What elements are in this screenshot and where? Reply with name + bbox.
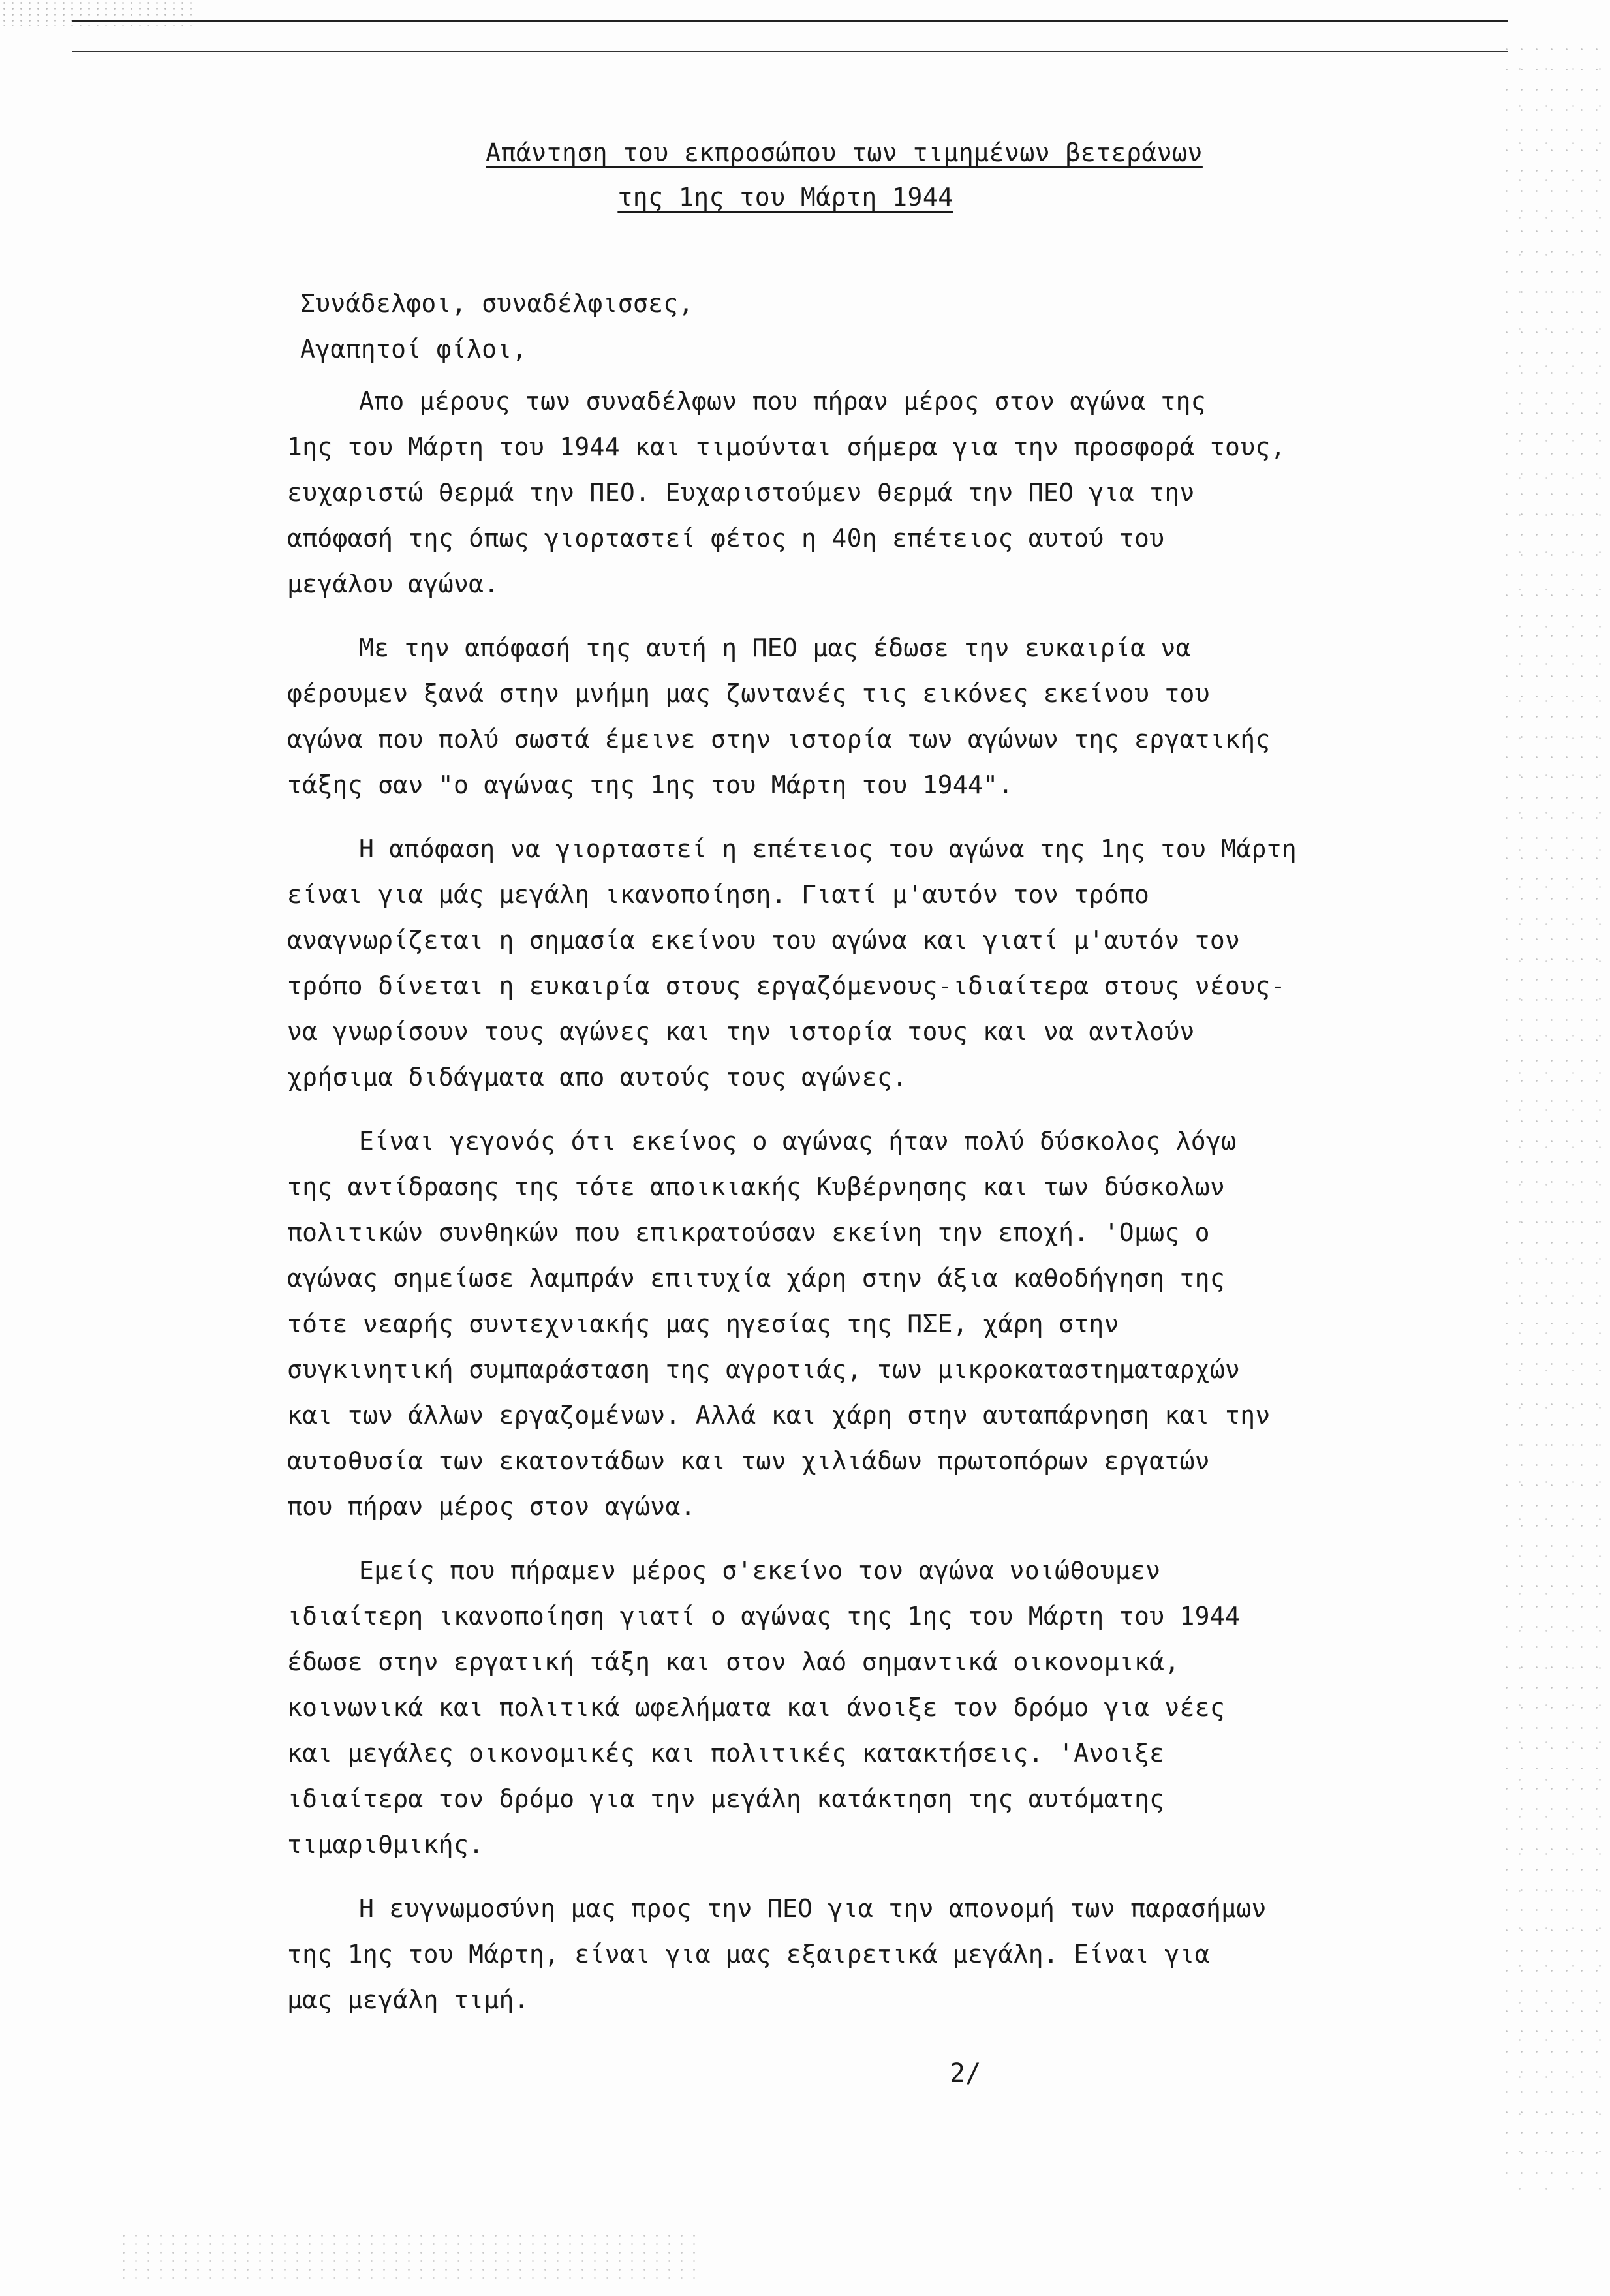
page-number: 2/ bbox=[950, 2059, 982, 2089]
letter-body bbox=[287, 281, 1481, 2041]
scan-noise-bottom bbox=[117, 2231, 705, 2284]
paragraph-2: Με την απόφασή της αυτή η ΠΕΟ μας έδωσε την ευκαιρία να φέρουμεν ξανά στην μνήμη μας ζωντανές τις εικόνες εκείνου του αγώνα που πολύ σωστά έμεινε στην ιστορία των αγώνων της εργατικής τάξης σαν "ο αγώνας της 1ης του Μάρτη του 1944". bbox=[287, 634, 1271, 799]
title-line-1: Απάντηση του εκπροσώπου των τιμημένων βετεράνων bbox=[486, 138, 1203, 167]
greeting-line-1: Συνάδελφοι, συναδέλφισσες, bbox=[300, 289, 694, 318]
paragraph-4: Είναι γεγονός ότι εκείνος ο αγώνας ήταν πολύ δύσκολος λόγω της αντίδρασης της τότε αποικιακής Κυβέρνησης και των δύσκολων πολιτικών συνθηκών που επικρατούσαν εκείνη την εποχή. 'Ομως ο αγώνας σημείωσε λαμπράν επιτυχία χάρη στην άξια καθοδήγηση της τότε νεαρής συντεχνιακής μας ηγεσίας της ΠΣΕ, χάρη στην συγκινητική συμπαράσταση της αγροτιάς, των μικροκαταστηματαρχών και των άλλων εργαζομένων. Αλλά και χάρη στην αυταπάρνηση και την αυτοθυσία των εκατοντάδων και των χιλιάδων πρωτοπόρων εργατών που πήραν μέρος στον αγώνα. bbox=[287, 1127, 1271, 1521]
paragraph-6: Η ευγνωμοσύνη μας προς την ΠΕΟ για την απονομή των παρασήμων της 1ης του Μάρτη, είναι για μας εξαιρετικά μεγάλη. Είναι για μας μεγάλη τιμή. bbox=[287, 1894, 1267, 2014]
scan-noise-right-margin bbox=[1499, 39, 1610, 2192]
second-rule-line bbox=[72, 51, 1508, 52]
greeting-line-2: Αγαπητοί φίλοι, bbox=[300, 335, 527, 363]
scan-noise-top-left bbox=[0, 0, 196, 26]
title-line-2: της 1ης του Μάρτη 1944 bbox=[617, 183, 953, 212]
document-title bbox=[0, 130, 1610, 220]
paragraph-3: Η απόφαση να γιορταστεί η επέτειος του αγώνα της 1ης του Μάρτη είναι για μάς μεγάλη ικανοποίηση. Γιατί μ'αυτόν τον τρόπο αναγνωρίζεται η σημασία εκείνου του αγώνα και γιατί μ'αυτόν τον τρόπο δίνεται η ευκαιρία στους εργαζόμενους-ιδιαίτερα στους νέους- να γνωρίσουν τους αγώνες και την ιστορία τους και να αντλούν χρήσιμα διδάγματα απο αυτούς τους αγώνες. bbox=[287, 834, 1297, 1092]
paragraph-5: Εμείς που πήραμεν μέρος σ'εκείνο τον αγώνα νοιώθουμεν ιδιαίτερη ικανοποίηση γιατί ο αγώνας της 1ης του Μάρτη του 1944 έδωσε στην εργατική τάξη και στον λαό σημαντικά οικονομικά, κοινωνικά και πολιτικά ωφελήματα και άνοιξε τον δρόμο για νέες και μεγάλες οικονομικές και πολιτικές κατακτήσεις. 'Ανοιξε ιδιαίτερα τον δρόμο για την μεγάλη κατάκτηση της αυτόματης τιμαριθμικής. bbox=[287, 1556, 1241, 1859]
paragraph-1: Απο μέρους των συναδέλφων που πήραν μέρος στον αγώνα της 1ης του Μάρτη του 1944 και τιμούνται σήμερα για την προσφορά τους, ευχαριστώ θερμά την ΠΕΟ. Ευχαριστούμεν θερμά την ΠΕΟ για την απόφασή της όπως γιορταστεί φέτος η 40η επέτειος αυτού του μεγάλου αγώνα. bbox=[287, 387, 1286, 598]
top-rule-line bbox=[72, 20, 1508, 22]
